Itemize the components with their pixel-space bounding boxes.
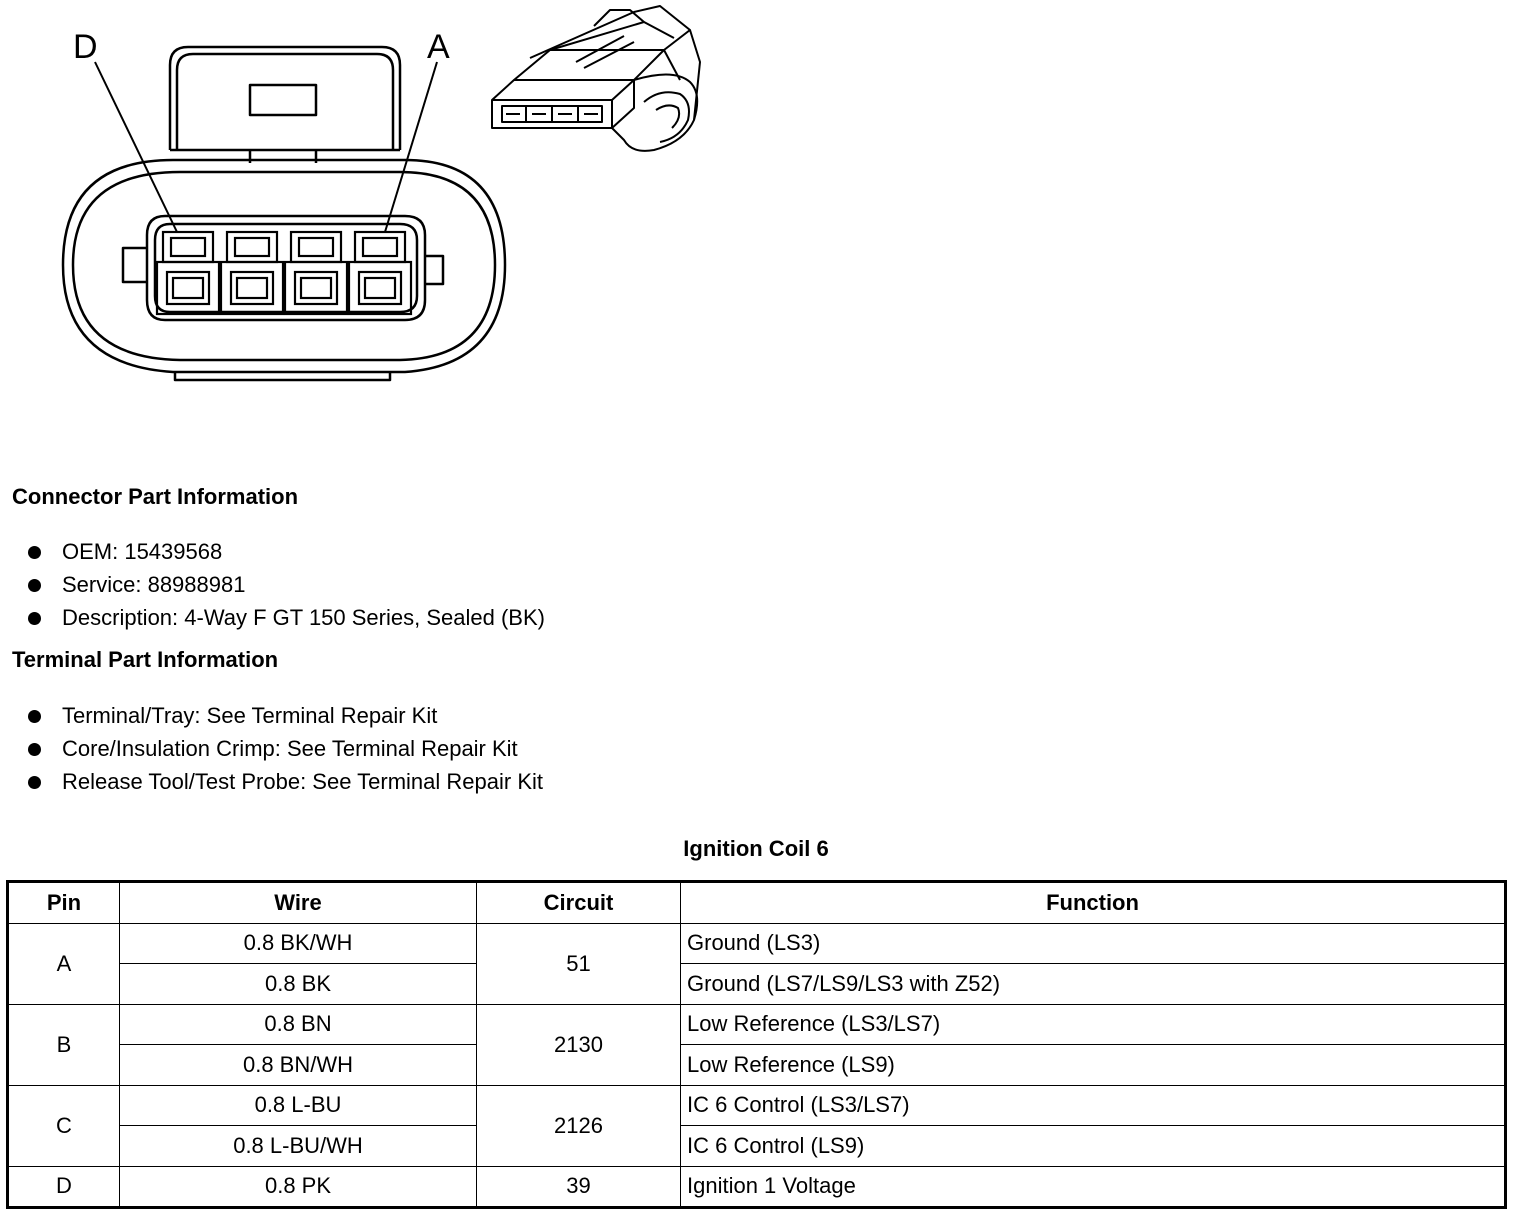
table-header-row bbox=[8, 882, 1506, 924]
header-circuit: Circuit bbox=[477, 882, 681, 924]
pin-cell: C bbox=[8, 1085, 120, 1166]
terminal-part-info-heading: Terminal Part Information bbox=[12, 647, 279, 672]
circuit-cell: 51 bbox=[477, 923, 681, 1004]
bullet-icon bbox=[28, 743, 41, 756]
bullet-icon bbox=[28, 776, 41, 789]
function-cell: Low Reference (LS9) bbox=[681, 1045, 1506, 1086]
wire-cell: 0.8 BN/WH bbox=[120, 1045, 477, 1086]
wire-cell: 0.8 BK/WH bbox=[120, 923, 477, 964]
table-title: Ignition Coil 6 bbox=[683, 836, 829, 861]
wire-cell: 0.8 BK bbox=[120, 964, 477, 1005]
connector-front-view-diagram bbox=[55, 20, 515, 390]
connector-isometric-diagram bbox=[484, 2, 706, 172]
list-item: Service: 88988981 bbox=[28, 568, 545, 601]
bullet-icon bbox=[28, 710, 41, 723]
pin-cell: B bbox=[8, 1004, 120, 1085]
circuit-cell: 2126 bbox=[477, 1085, 681, 1166]
list-item: Core/Insulation Crimp: See Terminal Repair Kit bbox=[28, 732, 543, 765]
function-cell: Ignition 1 Voltage bbox=[681, 1166, 1506, 1208]
function-cell: IC 6 Control (LS9) bbox=[681, 1126, 1506, 1167]
bullet-icon bbox=[28, 546, 41, 559]
function-cell: IC 6 Control (LS3/LS7) bbox=[681, 1085, 1506, 1126]
terminal-part-info-list bbox=[28, 699, 543, 798]
connector-part-info-list bbox=[28, 535, 545, 634]
connector-part-info-heading: Connector Part Information bbox=[12, 484, 299, 509]
function-cell: Ground (LS3) bbox=[681, 923, 1506, 964]
table-row bbox=[8, 1085, 1506, 1126]
list-item: Release Tool/Test Probe: See Terminal Repair Kit bbox=[28, 765, 543, 798]
pinout-table bbox=[6, 880, 1507, 1209]
header-function: Function bbox=[681, 882, 1506, 924]
bullet-icon bbox=[28, 612, 41, 625]
table-row bbox=[8, 964, 1506, 1005]
list-item: OEM: 15439568 bbox=[28, 535, 545, 568]
pin-cell: A bbox=[8, 923, 120, 1004]
header-wire: Wire bbox=[120, 882, 477, 924]
wire-cell: 0.8 L-BU bbox=[120, 1085, 477, 1126]
table-row bbox=[8, 1004, 1506, 1045]
pin-label-d: D bbox=[73, 28, 98, 66]
circuit-cell: 39 bbox=[477, 1166, 681, 1208]
list-item: Terminal/Tray: See Terminal Repair Kit bbox=[28, 699, 543, 732]
wire-cell: 0.8 PK bbox=[120, 1166, 477, 1208]
table-row bbox=[8, 1166, 1506, 1208]
bullet-icon bbox=[28, 579, 41, 592]
table-row bbox=[8, 1045, 1506, 1086]
wire-cell: 0.8 BN bbox=[120, 1004, 477, 1045]
header-pin: Pin bbox=[8, 882, 120, 924]
wire-cell: 0.8 L-BU/WH bbox=[120, 1126, 477, 1167]
table-row bbox=[8, 923, 1506, 964]
list-item: Description: 4-Way F GT 150 Series, Sealed (BK) bbox=[28, 601, 545, 634]
function-cell: Low Reference (LS3/LS7) bbox=[681, 1004, 1506, 1045]
pin-label-a: A bbox=[427, 28, 450, 66]
pin-cell: D bbox=[8, 1166, 120, 1208]
table-row bbox=[8, 1126, 1506, 1167]
circuit-cell: 2130 bbox=[477, 1004, 681, 1085]
function-cell: Ground (LS7/LS9/LS3 with Z52) bbox=[681, 964, 1506, 1005]
